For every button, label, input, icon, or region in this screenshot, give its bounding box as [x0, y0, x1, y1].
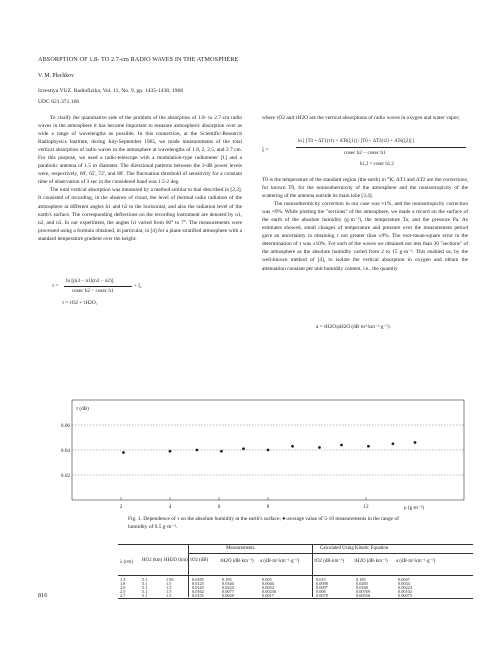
table-cell: 2.5 — [120, 589, 126, 595]
table-group-rule — [188, 553, 473, 554]
table-cell: 0.0034 — [262, 585, 274, 591]
table-cell: 0.0125 — [192, 581, 204, 587]
table-cell: 0.00224 — [398, 585, 412, 591]
table-header-lambda: λ (cm) — [120, 560, 133, 565]
table-header-a-calc: a (dB·m³·km⁻¹·g⁻¹) — [396, 559, 436, 564]
right-intro: where τO2 and τH2O are the vertical absorptions of radio waves in oxygen and water vapor; — [262, 115, 460, 121]
table-cell: 0.00556 — [356, 593, 370, 599]
data-point-0-6 — [291, 445, 294, 448]
table-header-rule — [118, 575, 473, 576]
data-point-0-11 — [414, 441, 417, 444]
figure-caption: Fig. 1. Dependence of τ on the absolute humidity at the earth's surface; ●-average value of 5-10 measurements in the range of humidity of 0.5 g·m⁻³. — [128, 516, 399, 530]
table-group-calculated: Calculated Using Kinetic Equation — [320, 546, 389, 551]
table-cell: 0.0047 — [398, 577, 410, 582]
table-cell: 0.0185 — [192, 577, 204, 582]
table-cell: 0.00769 — [356, 589, 370, 595]
journal-reference: Izvestiya VUZ. Radiofizika, Vol. 11, No. 9, pp. 1435-1438, 1968 — [38, 88, 184, 94]
table-cell: 5.1 — [142, 581, 148, 587]
article-title: ABSORPTION OF 1.8- TO 2.7-cm RADIO WAVES IN THE ATMOSPHERE — [38, 56, 239, 63]
x-tick-label-1: 4 — [168, 504, 172, 510]
y-tick-label-1: 0.04 — [60, 447, 70, 454]
table-cell: 0.0017 — [262, 593, 274, 599]
table-cell: 0.0162 — [192, 589, 204, 595]
table-header-tau-o2: τO2 (dB) — [190, 558, 209, 563]
data-point-0-7 — [318, 446, 321, 449]
table-cell: 2.0 — [120, 585, 126, 591]
table-cell: 1.5 — [166, 581, 172, 587]
table-cell: 0.0283 — [356, 581, 368, 587]
data-point-0-8 — [340, 444, 343, 447]
formula-1-lhs: τ = — [52, 283, 59, 289]
right-paragraph-1: T0 is the temperature of the standard region (the earth) in °K; ΔT1 and ΔT2 are the corrections, for known T0, for the nonisothermicity of the atmosphere and the nonisotropicity of the scattering of the antenna outside its main lobe [3,4]. — [262, 177, 468, 200]
y-axis-unit: τ (dB) — [76, 406, 89, 412]
table-cell: 5.1 — [142, 577, 148, 582]
formula-1-denominator: cosec h2 − cosec h1 — [72, 288, 114, 294]
data-point-0-4 — [242, 447, 245, 450]
table-cell: 1.3 — [120, 577, 126, 582]
formula-1-rhs: + ξ, — [134, 283, 142, 289]
table-cell: 1.8 — [120, 581, 126, 587]
table-group-measurements: Measurements — [226, 546, 255, 551]
y-tick-label-0: 0.02 — [60, 472, 70, 479]
formula-2: τ = τO2 + τH2O, — [62, 300, 98, 306]
formula-4: a = τH2O/ρH2O (dB·m³·km⁻¹·g⁻¹). — [316, 324, 391, 330]
table-header-h-h2o: HH2O (km) — [164, 558, 188, 563]
table-cell: 0.0224 — [222, 585, 234, 591]
table-cell: 1.5 — [166, 593, 172, 599]
data-point-0-10 — [392, 442, 395, 445]
data-point-0-1 — [169, 450, 172, 453]
table-cell: 0.005 — [262, 577, 272, 582]
table-header-tau-h2o-calc: τH2O (dB·km⁻¹) — [354, 559, 388, 564]
data-point-0-5 — [267, 449, 270, 452]
table-cell: 5.1 — [142, 589, 148, 595]
x-tick-label-0: 2 — [119, 504, 123, 510]
data-point-0-2 — [196, 449, 199, 452]
table-header-a: a (dB·m³·km⁻¹·g⁻¹) — [260, 559, 300, 564]
table-cell: 0.0145 — [192, 585, 204, 591]
left-paragraph-1: To clarify the quantitative side of the problem of the absorption of 1.8- to 2.7-cm radio waves in the atmosphere it has become important to measure atmospheric absorption over as wide a range of wavelengths as possible. In this connection, at the Scientific-Research Radiophysics Institute, during July-September 1965, we made measurements of the total vertical absorption of radio waves in the atmosphere at wavelengths of 1.8, 2, 2.5, and 2.7 cm. For this purpose, we used a radio-telescope with a modulation-type radiometer [1] and a parabolic antenna of 1.5 m diameter. The directional patterns between the 3-dB power levels were, respectively, 60', 65', 72', and 80'. The fluctuation threshold of sensitivity for a constant time of observation of 3 sec in the considered band was 1.5-2 deg. — [38, 115, 242, 186]
x-tick-label-4: 12 — [363, 504, 369, 510]
table-cell: 0.195 — [222, 577, 232, 582]
table-cell: 2.7 — [120, 593, 126, 599]
table-cell: 1.95 — [166, 577, 174, 582]
table-cell: 0.00075 — [398, 593, 412, 599]
y-tick-label-2: 0.06 — [60, 422, 70, 429]
x-tick-label-2: 6 — [217, 504, 221, 510]
table-cell: 0.00236 — [262, 589, 276, 595]
x-tick-label-3: 8 — [266, 504, 270, 510]
table-cell: 0.0046 — [262, 581, 274, 587]
table-cell: 1.5 — [166, 589, 172, 595]
table-cell: 0.0168 — [356, 585, 368, 591]
table-divider-2 — [312, 544, 313, 597]
table-cell: 0.0346 — [222, 581, 234, 587]
table-cell: 0.0078 — [316, 593, 328, 599]
data-point-0-9 — [367, 445, 370, 448]
formula-1-numerator: ln [(n3 − n1)(n3 − n2)] — [66, 278, 114, 284]
table-divider-1 — [188, 544, 189, 597]
data-point-0-0 — [122, 451, 125, 454]
x-axis-unit: ρ (g·m⁻³) — [404, 505, 424, 511]
right-paragraph-2: The nonisothermicity correction in our case was ≈1%, and the nonisotropicity correction was ≈9%. While plotting the "sections" of the atmosphere, we made a record on the surface of the earth of the absolute humidity (g·m⁻³), the temperature Ta, and the pressure Pa. As estimates showed, small changes of temperature and pressure over the measurement period gave an uncertainty in obtaining τ not greater than ±9%. The root-mean-square error in the determination of τ was ±10%. For each of the waves we obtained not less than 30 "sections" of the atmosphere as the absolute humidity varied from 2 to 15 g·m⁻³. This enabled us, by the well-known method of [4], to isolate the vertical absorption in oxygen and obtain the attenuation constant per unit humidity content, i.e., the quantity — [262, 201, 468, 272]
formula-3-numerator: ln [ [T0 + ΔT1(τ1) + ΔTs(ξ1)] / [T0 + ΔT2(τ2) + ΔTs(ξ2)] ] — [298, 139, 415, 144]
formula-3-lhs: ξ = — [262, 147, 269, 153]
udc-code: UDC 621.371.166 — [38, 99, 80, 105]
table-cell: 0.185 — [356, 577, 366, 582]
page-number: 816 — [38, 592, 48, 599]
table-cell: 0.00102 — [398, 589, 412, 595]
table-cell: 0.0028 — [222, 593, 234, 599]
formula-3-denominator: cosec h2 − cosec h1 — [344, 150, 386, 156]
table-cell: 0.0098 — [316, 581, 328, 587]
table-cell: 0.0034 — [398, 581, 410, 587]
table-cell: 0.0155 — [192, 593, 204, 599]
left-paragraph-2: The total vertical absorption was measured by a method similar to that described in [2,3]. It consisted of recording, in the absence of cloud, the level of thermal radio radiation of the atmosphere at different angles h1 and h2 to the horizontal, and also the radiation level of the earth's surface. The corresponding deflections on the recording instrument are denoted by n1, n2, and n3. In our experiment, the angles h1 varied from 60° to 7°. The measurements were processed using a formula obtained, in particular, in [4] for a plane stratified atmosphere with a standard temperature gradient over the height: — [38, 187, 242, 242]
table-header-h-o2: HO2 (km) — [142, 558, 163, 563]
formula-3-subscript: h1,2 = cosec h1,2 — [360, 162, 394, 167]
table-cell: 0.008 — [316, 589, 326, 595]
table-cell: 5.1 — [142, 585, 148, 591]
table-cell: 0.0097 — [316, 585, 328, 591]
table-cell: 0.015 — [316, 577, 326, 582]
table-cell: 5.1 — [142, 593, 148, 599]
table-cell: 1.5 — [166, 585, 172, 591]
table-cell: 0.0077 — [222, 589, 234, 595]
table-header-tau-o2-calc: τO2 (dB·km⁻¹) — [314, 559, 345, 564]
author-name: V. M. Plechkov — [38, 73, 74, 79]
data-point-0-3 — [220, 450, 223, 453]
table-header-tau-h2o: τH2O (dB·km⁻¹) — [220, 559, 254, 564]
